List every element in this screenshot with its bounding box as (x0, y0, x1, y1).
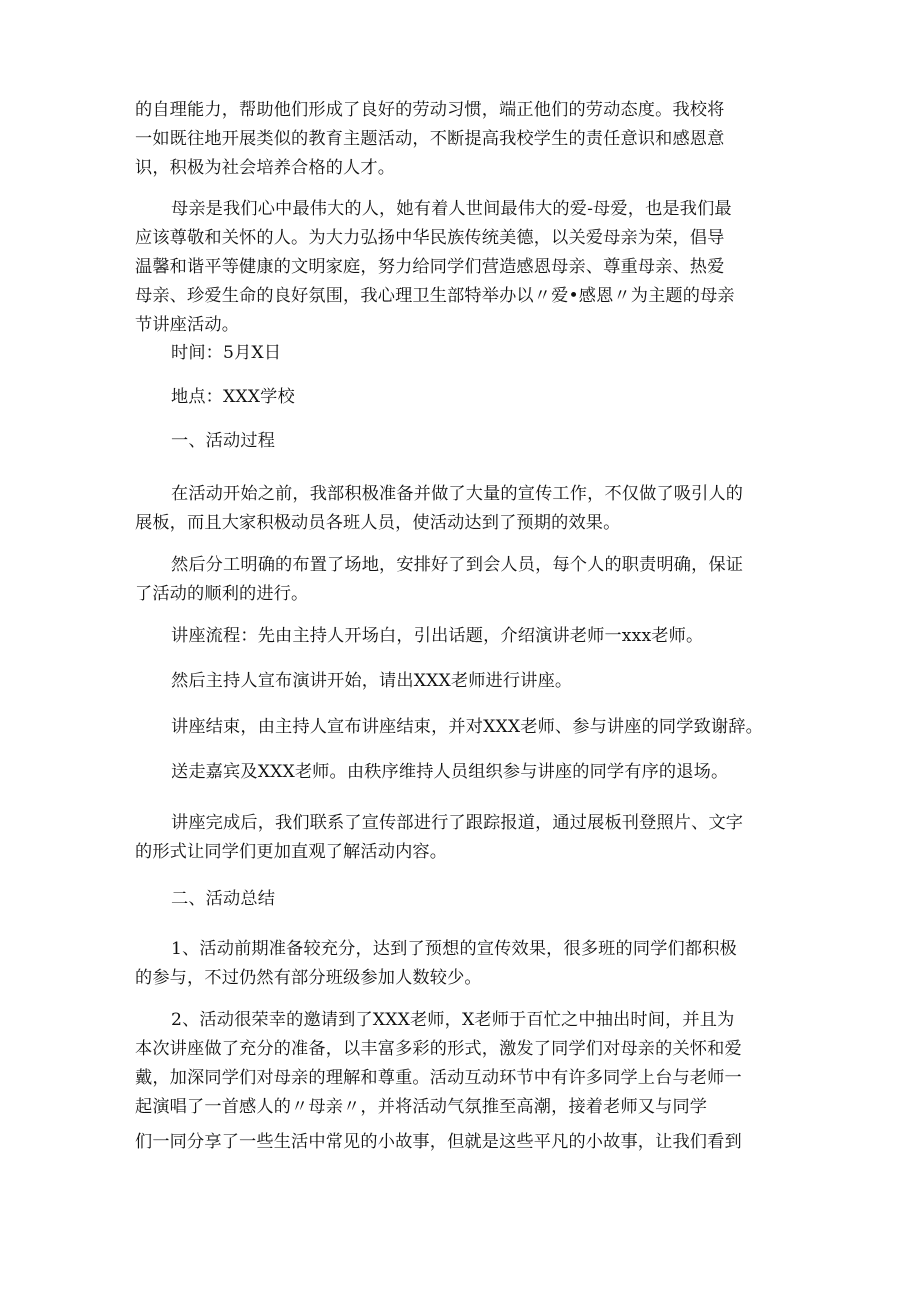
text-line: 的形式让同学们更加直观了解活动内容。 (135, 842, 448, 862)
section-heading (171, 885, 275, 914)
text-line: 识，积极为社会培养合格的人才。 (135, 158, 396, 178)
paragraph (171, 622, 703, 651)
text-line: 然后分工明确的布置了场地，安排好了到会人员，每个人的职责明确，保证 (171, 555, 744, 575)
location-line (171, 383, 295, 412)
paragraph (135, 195, 735, 340)
paragraph (135, 480, 743, 538)
paragraph (135, 96, 724, 183)
text-line: 二、活动总结 (171, 889, 276, 909)
text-line: 在活动开始之前，我部积极准备并做了大量的宣传工作，不仅做了吸引人的 (171, 484, 744, 504)
paragraph (135, 809, 743, 867)
text-line: 讲座结束，由主持人宣布讲座结束，并对XXX老师、参与讲座的同学致谢辞。 (171, 717, 763, 737)
paragraph (135, 1006, 742, 1122)
text-line: 节讲座活动。 (135, 315, 240, 335)
text-line: 本次讲座做了充分的准备，以丰富多彩的形式，激发了同学们对母亲的关怀和爱 (135, 1039, 742, 1059)
paragraph (171, 713, 763, 742)
text-line: 温馨和谐平等健康的文明家庭，努力给同学们营造感恩母亲、尊重母亲、热爱 (135, 257, 725, 277)
text-line: 母亲是我们心中最伟大的人，她有着人世间最伟大的爱-母爱，也是我们最 (171, 199, 732, 219)
text-line: 们一同分享了一些生活中常见的小故事，但就是这些平凡的小故事，让我们看到 (135, 1132, 742, 1152)
text-line: 的参与，不过仍然有部分班级参加人数较少。 (135, 968, 482, 988)
text-line: 1、活动前期准备较充分，达到了预想的宣传效果，很多班的同学们都积极 (171, 939, 737, 959)
section-heading (171, 427, 275, 456)
paragraph (135, 1128, 742, 1157)
text-line: 然后主持人宣布演讲开始，请出XXX老师进行讲座。 (171, 671, 573, 691)
text-line: 了活动的顺利的进行。 (135, 584, 309, 604)
text-line: 时间：5月X日 (171, 343, 282, 363)
paragraph (135, 935, 737, 993)
text-line: 应该尊敬和关怀的人。为大力弘扬中华民族传统美德，以关爱母亲为荣，倡导 (135, 228, 725, 248)
text-line: 讲座流程：先由主持人开场白，引出话题，介绍演讲老师一xxx老师。 (171, 626, 704, 646)
text-line: 送走嘉宾及XXX老师。由秩序维持人员组织参与讲座的同学有序的退场。 (171, 762, 729, 782)
text-line: 讲座完成后，我们联系了宣传部进行了跟踪报道，通过展板刊登照片、文字 (171, 813, 744, 833)
text-line: 一如既往地开展类似的教育主题活动，不断提高我校学生的责任意识和感恩意 (135, 129, 725, 149)
text-line: 戴，加深同学们对母亲的理解和尊重。活动互动环节中有许多同学上台与老师一 (135, 1068, 742, 1088)
text-line: 的自理能力，帮助他们形成了良好的劳动习惯，端正他们的劳动态度。我校将 (135, 100, 725, 120)
paragraph (171, 667, 572, 696)
paragraph (135, 551, 743, 609)
text-line: 2、活动很荣幸的邀请到了XXX老师，X老师于百忙之中抽出时间，并且为 (171, 1010, 735, 1030)
text-line: 展板，而且大家积极动员各班人员，使活动达到了预期的效果。 (135, 513, 621, 533)
text-line: 起演唱了一首感人的〃母亲〃，并将活动气氛推至高潮，接着老师又与同学 (135, 1097, 708, 1117)
paragraph (171, 758, 728, 787)
text-line: 母亲、珍爱生命的良好氛围，我心理卫生部特举办以〃爱•感恩〃为主题的母亲 (135, 286, 735, 306)
text-line: 地点：XXX学校 (171, 387, 295, 407)
text-line: 一、活动过程 (171, 431, 276, 451)
time-line (171, 339, 281, 368)
